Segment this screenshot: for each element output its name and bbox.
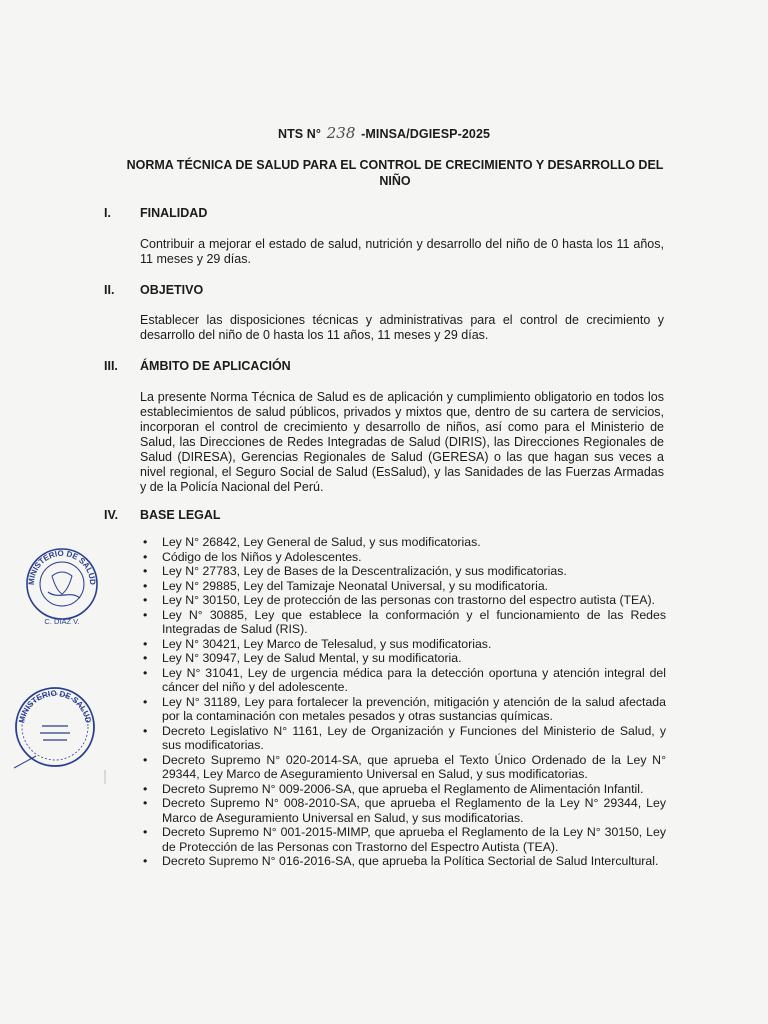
ministry-seal-stamp <box>22 546 102 628</box>
svg-text:MINISTERIO DE SALUD: MINISTERIO DE SALUD <box>26 548 98 586</box>
ministry-seal-stamp-2 <box>10 682 100 772</box>
list-item: • Ley N° 30421, Ley Marco de Telesalud, y sus modificatorias. <box>140 637 666 652</box>
document-title: NORMA TÉCNICA DE SALUD PARA EL CONTROL DE CRECIMIENTO Y DESARROLLO DEL NIÑO <box>126 158 664 188</box>
scan-mark <box>104 770 106 784</box>
list-item: • Decreto Supremo N° 009-2006-SA, que aprueba el Reglamento de Alimentación Infantil. <box>140 782 666 797</box>
document-number-prefix: NTS N° <box>277 127 322 141</box>
section-heading-base-legal: BASE LEGAL <box>140 508 221 522</box>
list-item: • Ley N° 26842, Ley General de Salud, y sus modificatorias. <box>140 535 666 550</box>
svg-text:C. DIAZ V.: C. DIAZ V. <box>44 617 80 626</box>
list-item: • Decreto Supremo N° 001-2015-MIMP, que aprueba el Reglamento de la Ley N° 30150, Ley de Protección de las Personas con Trastorno del Espectro Autista (TEA). <box>140 825 666 854</box>
section-heading-ambito: ÁMBITO DE APLICACIÓN <box>140 359 291 373</box>
document-number-handwritten: 238 <box>326 124 356 142</box>
section-body-objetivo: Establecer las disposiciones técnicas y administrativas para el control de crecimiento y desarrollo del niño de 0 hasta los 11 años, 11 meses y 29 días. <box>140 313 664 342</box>
section-body-finalidad: Contribuir a mejorar el estado de salud, nutrición y desarrollo del niño de 0 hasta los 11 años, 11 meses y 29 días. <box>140 237 664 266</box>
section-heading-finalidad: FINALIDAD <box>140 206 208 220</box>
document-number-suffix: -MINSA/DGIESP-2025 <box>361 127 491 141</box>
list-item: • Decreto Supremo N° 016-2016-SA, que aprueba la Política Sectorial de Salud Intercultural. <box>140 854 666 869</box>
section-number-2: II. <box>104 283 115 297</box>
list-item: • Ley N° 30150, Ley de protección de las personas con trastorno del espectro autista (TEA). <box>140 593 666 608</box>
list-item: • Ley N° 29885, Ley del Tamizaje Neonatal Universal, y su modificatoria. <box>140 579 666 594</box>
list-item: • Código de los Niños y Adolescentes. <box>140 550 666 565</box>
section-number-4: IV. <box>104 508 119 522</box>
section-number-3: III. <box>104 359 118 373</box>
document-number <box>0 124 768 142</box>
legal-basis-list <box>140 535 666 869</box>
section-number-1: I. <box>104 206 111 220</box>
list-item: • Ley N° 27783, Ley de Bases de la Descentralización, y sus modificatorias. <box>140 564 666 579</box>
list-item: • Decreto Supremo N° 008-2010-SA, que aprueba el Reglamento de la Ley N° 29344, Ley Marco de Aseguramiento Universal en Salud, y sus modificatorias. <box>140 796 666 825</box>
section-body-ambito: La presente Norma Técnica de Salud es de aplicación y cumplimiento obligatorio en todos los establecimientos de salud públicos, privados y mixtos que, dentro de su cartera de servicios, incorporan el control de crecimiento y desarrollo de niños, así como para el Ministerio de Salud, las Direcciones de Redes Integradas de Salud (DIRIS), las Direcciones Regionales de Salud (DIRESA), Gerencias Regionales de Salud (GERESA) o las que hagan sus veces a nivel regional, el Seguro Social de Salud (EsSalud), y las Sanidades de las Fuerzas Armadas y de la Policía Nacional del Perú. <box>140 390 664 494</box>
section-heading-objetivo: OBJETIVO <box>140 283 204 297</box>
list-item: • Ley N° 30885, Ley que establece la conformación y el funcionamiento de las Redes Integradas de Salud (RIS). <box>140 608 666 637</box>
list-item: • Ley N° 31041, Ley de urgencia médica para la detección oportuna y atención integral del cáncer del niño y del adolescente. <box>140 666 666 695</box>
list-item: • Decreto Legislativo N° 1161, Ley de Organización y Funciones del Ministerio de Salud, y sus modificatorias. <box>140 724 666 753</box>
list-item: • Decreto Supremo N° 020-2014-SA, que aprueba el Texto Único Ordenado de la Ley N° 29344, Ley Marco de Aseguramiento Universal en Salud, y sus modificatorias. <box>140 753 666 782</box>
svg-text:MINISTERIO DE SALUD: MINISTERIO DE SALUD <box>17 688 93 724</box>
list-item: • Ley N° 31189, Ley para fortalecer la prevención, mitigación y atención de la salud afectada por la contaminación con metales pesados y otras sustancias químicas. <box>140 695 666 724</box>
list-item: • Ley N° 30947, Ley de Salud Mental, y su modificatoria. <box>140 651 666 666</box>
